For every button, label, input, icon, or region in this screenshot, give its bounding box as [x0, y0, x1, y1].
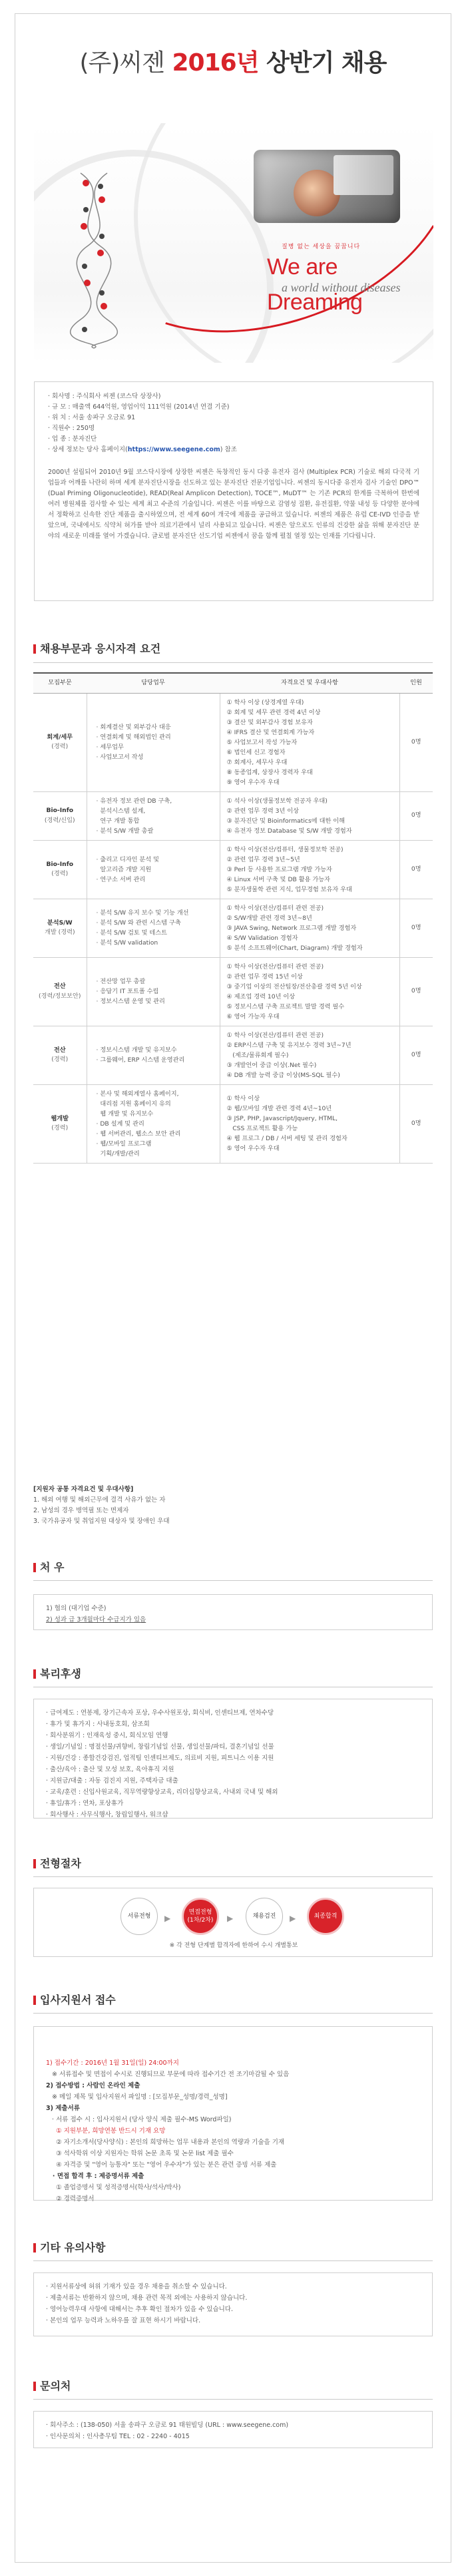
- compensation-box: [33, 1594, 433, 1630]
- duty-item: · 분석 S/W 와 관련 시스템 구축: [96, 919, 181, 927]
- duty-item: 분석시스템 설계,: [96, 807, 146, 815]
- company-name: (주)씨젠: [79, 49, 164, 77]
- cell-duties: [87, 899, 220, 957]
- duty-item: · 정보시스템 개발 및 유지보수: [96, 1046, 177, 1054]
- qualification-item: ② 회계 및 세무 관련 경력 4년 이상: [226, 708, 321, 716]
- qualification-item: ① 학사 이상(전산/컴퓨터 관련 전공): [226, 963, 324, 970]
- contact-box: [33, 2411, 433, 2448]
- duty-item: 대리점 지원 홈페이지 유의: [96, 1100, 171, 1108]
- notes-heading: [지원자 공통 자격요건 및 우대사항]: [33, 1486, 134, 1493]
- hero-photo: [254, 150, 400, 223]
- col-header-category: 모집부문: [33, 673, 87, 693]
- section-title: 복리후생: [40, 1667, 81, 1680]
- info-line: · 회사명 : 주식회사 씨젠 (코스닥 상장사): [48, 393, 161, 400]
- col-header-qualifications: 자격요건 및 우대사항: [220, 673, 399, 693]
- notes-item: 3. 국가유공자 및 취업지원 대상자 및 장애인 우대: [33, 1518, 170, 1525]
- benefit-item: · 급여제도 : 연봉제, 장기근속자 포상, 우수사원포상, 회식비, 인센티브제, 연차수당: [46, 1709, 274, 1717]
- jobs-table-body: [33, 693, 433, 1163]
- cell-category: [33, 957, 87, 1026]
- table-row: [33, 899, 433, 957]
- apply-line: ④ 자격증 및 "영어 능통자" 또는 "영어 우수자"가 있는 분은 관련 증빙 서류 제출: [46, 2161, 277, 2169]
- apply-line: ② 경력증명서: [46, 2195, 95, 2203]
- etc-list: [46, 2281, 420, 2326]
- benefit-item: · 생일/기념일 : 명절선물/귀향비, 창립기념일 선물, 생일선물/파티, 결혼기념일 선물: [46, 1743, 274, 1751]
- cell-headcount: 0명: [399, 693, 433, 791]
- apply-box: [33, 2026, 433, 2201]
- qualification-item: ④ IFRS 결산 및 연결회계 가능자: [226, 728, 315, 736]
- qualification-item: ④ 웹 프로그 / DB / 서버 세팅 및 관리 경험자: [226, 1135, 348, 1142]
- table-row: [33, 791, 433, 840]
- qualification-item: ④ 유전자 정보 Database 및 S/W 개발 경험자: [226, 827, 352, 835]
- notes-item: 2. 남성의 경우 병역필 또는 면제자: [33, 1507, 129, 1514]
- qualification-item: ③ 중기업 이상의 전산팀장/전산총괄 경력 5년 이상: [226, 982, 362, 990]
- section-heading-compensation: [33, 1558, 64, 1578]
- benefit-item: · 휴가 및 휴가지 : 사내동호회, 삼조회: [46, 1721, 150, 1728]
- benefit-item: · 회사분위기 : 인재육성 중시, 회식모임 연행: [46, 1732, 168, 1739]
- cell-qualifications: [220, 791, 399, 840]
- etc-item: · 지원서류상에 허위 기재가 있을 경우 채용을 취소할 수 있습니다.: [46, 2283, 227, 2290]
- cell-category: [33, 899, 87, 957]
- qualification-item: ③ 분자진단 및 Bioinformatics에 대한 이해: [226, 817, 345, 825]
- category-name: Bio-Info: [46, 860, 74, 868]
- section-heading-process: [33, 1854, 81, 1874]
- compensation-item: 2) 성과 급 3개월마다 수급지가 있음: [46, 1616, 146, 1623]
- cell-headcount: 0명: [399, 899, 433, 957]
- apply-line: 2) 접수방법 : 사람인 온라인 제출: [46, 2082, 140, 2089]
- benefit-item: · 교육/훈련 : 신입사원교육, 직무역량향상교육, 리더십향상교육, 사내외 국내 및 해외: [46, 1789, 278, 1796]
- company-website-link[interactable]: https://www.seegene.com: [127, 446, 220, 453]
- cell-qualifications: [220, 1026, 399, 1084]
- category-name: 전산: [53, 982, 66, 990]
- duty-item: · 출리고 디자인 분석 및: [96, 855, 159, 863]
- apply-line: · 서류 접수 시 : 입사지원서 (당사 양식 제출 필수-MS Word파일): [46, 2116, 232, 2123]
- table-row: [33, 840, 433, 899]
- apply-line: 3) 제출서류: [46, 2105, 80, 2112]
- qualification-item: ④ DB 개발 능력 중급 이상(MS-SQL 필수): [226, 1071, 340, 1079]
- duty-item: · 전산망 업무 총괄: [96, 978, 146, 985]
- qualification-item: ① 학사 이상 (상경계열 우대): [226, 698, 304, 706]
- duty-item: · 본사 및 해외계열사 홈페이지,: [96, 1090, 179, 1098]
- cell-duties: [87, 957, 220, 1026]
- cell-qualifications: [220, 693, 399, 791]
- divider: [33, 2260, 433, 2261]
- qualification-item: ① 학사 이상(전산/컴퓨터 관련 전공): [226, 1031, 324, 1039]
- duty-item: · 회계결산 및 외부감사 대응: [96, 724, 171, 731]
- divider: [33, 1580, 433, 1581]
- qualification-item: ② ERP시스템 구축 및 유지보수 경력 3년~7년: [226, 1041, 351, 1049]
- qualification-item: ④ Linux 서버 구축 및 DB 활용 가능자: [226, 875, 331, 883]
- section-title: 문의처: [40, 2379, 71, 2392]
- qualification-item: ⑤ 사업보고서 작성 가능자: [226, 738, 298, 746]
- qualification-item: ① 학사 이상(전산/컴퓨터, 생물정보학 전공): [226, 845, 344, 853]
- duty-item: · 연구소 서버 관리: [96, 875, 146, 883]
- divider: [33, 1876, 433, 1877]
- cell-category: [33, 1026, 87, 1084]
- cell-category: [33, 840, 87, 899]
- step-document-screening: 서류전형: [120, 1898, 158, 1935]
- qualification-item: ① 석사 이상(생물정보학 전공자 우대): [226, 797, 328, 805]
- duty-item: · 분석 S/W validation: [96, 939, 158, 947]
- category-type: 개발 (경력): [44, 929, 75, 936]
- page-title: [15, 45, 451, 82]
- step-medical-check: 채용검진: [246, 1898, 283, 1935]
- duty-item: 연구 개발 통합: [96, 817, 140, 825]
- dna-helix-icon: [54, 170, 134, 349]
- category-type: (경력): [51, 1056, 69, 1063]
- benefits-list: [46, 1707, 420, 1821]
- cell-headcount: 0명: [399, 1026, 433, 1084]
- apply-lines: [46, 2057, 420, 2205]
- duty-item: · 사업보고서 작성: [96, 753, 144, 761]
- info-site-line: [48, 445, 419, 455]
- benefit-item: · 지원/건강 : 종합건강검진, 업적팀 인센티브제도, 의료비 지원, 피트니스 이용 지원: [46, 1755, 274, 1762]
- qualification-item: ② 관련 업무 경력 3년 이상: [226, 807, 300, 815]
- apply-line: ② 자기소개서(당사양식) : 본인의 희망하는 업무 내용과 본인의 역량과 기술을 기재: [46, 2139, 285, 2146]
- duty-item: · DB 설계 및 관리: [96, 1120, 144, 1128]
- section-heading-contact: [33, 2376, 71, 2396]
- compensation-item: 1) 협의 (대기업 수준): [46, 1605, 107, 1612]
- qualification-item: ⑤ 분석 소프트웨어(Chart, Diagram) 개발 경험자: [226, 944, 363, 952]
- duty-item: · 분석 S/W 유지 보수 및 기능 개선: [96, 909, 189, 917]
- qualification-item: ③ Perl 등 사용한 프로그램 개발 가능자: [226, 865, 332, 873]
- qualification-item: ① 학사 이상: [226, 1095, 260, 1102]
- divider: [33, 662, 433, 663]
- cell-duties: [87, 1026, 220, 1084]
- title-area: [15, 14, 451, 114]
- section-bar-icon: [33, 2382, 36, 2391]
- divider: [33, 2013, 433, 2014]
- duty-item: · 그룹웨어, ERP 시스템 운영관리: [96, 1056, 185, 1064]
- benefit-item: · 휴일/휴가 : 연차, 포상휴가: [46, 1800, 124, 1807]
- apply-line: ① 졸업증명서 및 성적증명서(학사/석사/박사): [46, 2184, 181, 2191]
- info-line: · 직원수 : 250명: [48, 425, 95, 432]
- benefit-item: · 지원금/대출 : 자동 검진지 지원, 주택자금 대출: [46, 1777, 178, 1785]
- category-name: 웹개발: [51, 1114, 69, 1122]
- section-title: 기타 유의사항: [40, 2241, 106, 2254]
- hero-subtitle: 질병 없는 세상을 꿈꿉니다: [282, 244, 361, 250]
- cell-category: [33, 791, 87, 840]
- apply-line: ※ 서류접수 및 면접이 수시로 진행되므로 부문에 따라 접수기간 전 조기마감될 수 있음: [46, 2071, 290, 2078]
- section-heading-jobs: [33, 639, 160, 659]
- apply-line: ※ 메일 제목 및 입사지원서 파일명 : [모집부문_성명/경력_성명]: [46, 2093, 228, 2101]
- section-bar-icon: [33, 1996, 36, 2005]
- duty-item: · 정보시스템 운영 및 관리: [96, 998, 165, 1005]
- qualification-item: ③ JAVA Swing, Network 프로그램 개발 경험자: [226, 924, 357, 932]
- etc-item: · 영어능력우대 사항에 대해서는 추후 확인 절차가 있을 수 있습니다.: [46, 2306, 233, 2313]
- section-bar-icon: [33, 644, 36, 654]
- common-requirements: [33, 1484, 433, 1527]
- apply-line: ① 지원부분, 희망연봉 반드시 기재 요망: [46, 2127, 166, 2135]
- apply-line: ③ 석사학위 이상 지원자는 학위 논문 초록 및 논문 list 제출 필수: [46, 2150, 234, 2157]
- duty-item: · 분석 S/W 개발 총괄: [96, 827, 154, 835]
- process-steps: [33, 1888, 433, 1957]
- qualification-item: ③ 개발언어 중급 이상(.Net 필수): [226, 1061, 317, 1069]
- category-name: Bio-Info: [46, 807, 74, 815]
- cell-duties: [87, 791, 220, 840]
- cell-qualifications: [220, 840, 399, 899]
- qualification-item: ⑤ 분자생물학 관련 지식, 업무경험 보유자 우대: [226, 885, 352, 893]
- cell-duties: [87, 840, 220, 899]
- section-heading-etc: [33, 2238, 105, 2258]
- col-header-duties: 담당업무: [87, 673, 220, 693]
- table-row: [33, 1026, 433, 1084]
- duty-item: · 세무업무: [96, 744, 124, 751]
- table-row: [33, 1084, 433, 1163]
- qualification-item: ② 관련 업무 경력 3년~5년: [226, 855, 300, 863]
- qualification-item: ② 웹/모바일 개발 관련 경력 4년~10년: [226, 1105, 332, 1112]
- duty-item: 기획/개발/관리: [96, 1150, 140, 1158]
- arrow-right-icon: ▶: [290, 1914, 296, 1923]
- qualification-item: ⑤ 정보시스템 구축 프로젝트 말말 경력 필수: [226, 1002, 345, 1010]
- category-type: (경력): [51, 743, 69, 750]
- duty-item: · 웹 서버관리, 웹소스 보안 관리: [96, 1130, 181, 1138]
- qualification-item: ⑨ 영어 우수자 우대: [226, 778, 280, 786]
- divider: [33, 2399, 433, 2400]
- contact-address: · 회사주소 : (138-050) 서울 송파구 오금로 91 태원빌딩 (URL : www.seegene.com): [46, 2422, 289, 2429]
- qualification-item: ⑥ 영어 가능자 우대: [226, 1012, 280, 1020]
- section-bar-icon: [33, 1859, 36, 1868]
- cell-category: [33, 1084, 87, 1163]
- section-title: 채용부문과 응시자격 요건: [40, 642, 161, 655]
- category-type: (경력): [51, 1124, 69, 1132]
- step-interview: 면접전형 (1차/2차): [182, 1898, 219, 1935]
- benefits-box: [33, 1699, 433, 1819]
- section-heading-apply: [33, 1990, 116, 2010]
- arrow-right-icon: ▶: [164, 1914, 171, 1923]
- duty-item: 웹 개발 및 유지보수: [96, 1110, 154, 1118]
- apply-line: · 면접 합격 후 : 제증명서류 제출: [46, 2173, 144, 2180]
- section-bar-icon: [33, 1669, 36, 1679]
- qualification-item: ④ 제조업 경력 10년 이상: [226, 992, 296, 1000]
- qualification-item: ③ JSP, PHP, Javascript/Jquery, HTML,: [226, 1115, 338, 1122]
- category-name: 전산: [53, 1046, 66, 1054]
- duty-item: · 분석 S/W 검토 및 테스트: [96, 929, 168, 937]
- cell-qualifications: [220, 957, 399, 1026]
- cell-headcount: 0명: [399, 791, 433, 840]
- jobs-table: [33, 672, 433, 1164]
- qualification-item: ⑥ 법인세 신고 경험자: [226, 748, 286, 756]
- benefit-item: · 회사행사 : 사무식행사, 창립일행사, 워크샵: [46, 1811, 168, 1819]
- qualification-item: (제조/물류회계 필수): [226, 1051, 289, 1059]
- qualification-item: ③ 결산 및 외부감사 경험 보유자: [226, 718, 313, 726]
- contact-phone: · 인사문의처 : 인사총무팀 TEL : 02 - 2240 - 4015: [46, 2433, 190, 2440]
- info-line: · 업 종 : 분자진단: [48, 435, 97, 443]
- company-description: 2000년 설립되어 2010년 9월 코스닥시장에 상장한 씨젠은 독창적인 동시 다중 유전자 검사 (Multiplex PCR) 기술로 해외 다국적 기업들과 어깨를 나란히 하며 세계 분자진단시장을 선도하고 있는 분자진단 전문기업입니다. 씨젠의 동시다중 유전자 검사 기술인 DPO™ (Dual Priming Oligonucleotide), READ(Real Amplicon Detection), TOCE™, MuDT™ 는 기존 PCR의 한계를 극복하여 한번에 여러 병원체를 검사할 수 있는 세계 최고 수준의 기술입니다. 씨젠은 이를 바탕으로 감염성 질환, 유전질환, 약물 내성 등 다양한 분야에서 정확하고 신속한 진단 제품을 출시하였으며, 전 세계 60여 개국에 제품을 공급하고 있습니다. 씨젠의 제품은 유럽 CE-IVD 인증을 받았으며, 국내에서도 식약처 허가를 받아 의료기관에서 널리 사용되고 있습니다. 씨젠은 앞으로도 인류의 건강한 삶을 위해 분자진단 분야의 새로운 미래를 열어 가겠습니다. 글로벌 분자진단 선도기업 씨젠에서 꿈을 함께 펼칠 열정 있는 인재를 기다립니다.: [48, 469, 419, 540]
- cell-headcount: 0명: [399, 1084, 433, 1163]
- info-line: · 위 치 : 서울 송파구 오금로 91: [48, 414, 136, 421]
- info-site-suffix: ) 참조: [220, 446, 237, 453]
- info-line: · 규 모 : 매출액 644억원, 영업이익 111억원 (2014년 연결 기준): [48, 403, 230, 411]
- cell-category: [33, 693, 87, 791]
- duty-item: · 연결회계 및 해외법인 관리: [96, 734, 171, 741]
- process-note: ※ 각 전형 단계별 합격자에 한하여 수시 개별통보: [169, 1942, 298, 1949]
- qualification-item: ② S/W개발 관련 경력 3년~8년: [226, 914, 312, 922]
- qualification-item: CSS 프로젝트 활용 가능: [226, 1125, 298, 1132]
- category-type: (경력/정보보안): [38, 992, 81, 1000]
- qualification-item: ⑤ 영어 우수자 우대: [226, 1145, 280, 1152]
- company-info-box: [34, 381, 433, 601]
- hero-headline: We are Dreaming: [267, 254, 363, 315]
- section-bar-icon: [33, 2243, 36, 2253]
- duty-item: · 응답기 IT 포트폴 수립: [96, 988, 159, 995]
- duty-item: · 웹/모바일 프로그램: [96, 1140, 152, 1148]
- benefit-item: · 출산/육아 : 출산 및 모성 보호, 육아휴직 지원: [46, 1766, 174, 1773]
- arrow-right-icon: ▶: [227, 1914, 234, 1923]
- hero-banner: [34, 123, 433, 363]
- cell-headcount: 0명: [399, 957, 433, 1026]
- section-bar-icon: [33, 1563, 36, 1572]
- apply-line: 1) 접수기간 : 2016년 1월 31일(일) 24:00까지: [46, 2059, 179, 2067]
- cell-duties: [87, 1084, 220, 1163]
- duty-item: 알고리즘 개발 지원: [96, 865, 152, 873]
- category-name: 회계/세무: [47, 733, 73, 741]
- etc-box: [33, 2272, 433, 2336]
- cell-qualifications: [220, 899, 399, 957]
- section-title: 입사지원서 접수: [40, 1993, 116, 2006]
- company-info-list: [48, 391, 419, 455]
- qualification-item: ⑧ 동종업계, 상장사 경력자 우대: [226, 768, 313, 776]
- notes-item: 1. 해외 여행 및 해외근무에 결격 사유가 없는 자: [33, 1496, 166, 1504]
- hero-tagline: a world without diseases: [282, 281, 401, 294]
- title-year: 2016년: [172, 49, 259, 77]
- cell-headcount: 0명: [399, 840, 433, 899]
- info-site-prefix: · 상세 정보는 당사 홈페이지(: [48, 446, 128, 453]
- table-header-row: [33, 673, 433, 693]
- category-name: 분석S/W: [47, 919, 73, 927]
- category-type: (경력): [51, 870, 69, 877]
- section-title: 처 우: [40, 1560, 65, 1574]
- qualification-item: ① 학사 이상(전산/컴퓨터 관련 전공): [226, 904, 324, 912]
- step-final-pass: 최종합격: [307, 1898, 344, 1935]
- qualification-item: ⑦ 회계사, 세무사 우대: [226, 758, 288, 766]
- title-rest: 상반기 채용: [266, 49, 387, 77]
- section-heading-benefits: [33, 1664, 81, 1684]
- table-row: [33, 957, 433, 1026]
- category-type: (경력/신입): [44, 816, 75, 824]
- qualification-item: ④ S/W Validation 경험자: [226, 934, 298, 942]
- etc-item: · 본인의 업무 능력과 노하우를 잘 표현 하시기 바랍니다.: [46, 2317, 201, 2324]
- cell-qualifications: [220, 1084, 399, 1163]
- qualification-item: ② 관련 업무 경력 15년 이상: [226, 972, 303, 980]
- duty-item: · 유전자 정보 관련 DB 구축,: [96, 797, 172, 805]
- col-header-headcount: 인원: [399, 673, 433, 693]
- section-title: 전형절차: [40, 1856, 81, 1870]
- table-row: [33, 693, 433, 791]
- etc-item: · 제출서류는 반환하지 않으며, 채용 관련 목적 외에는 사용하지 않습니다.: [46, 2294, 248, 2302]
- cell-duties: [87, 693, 220, 791]
